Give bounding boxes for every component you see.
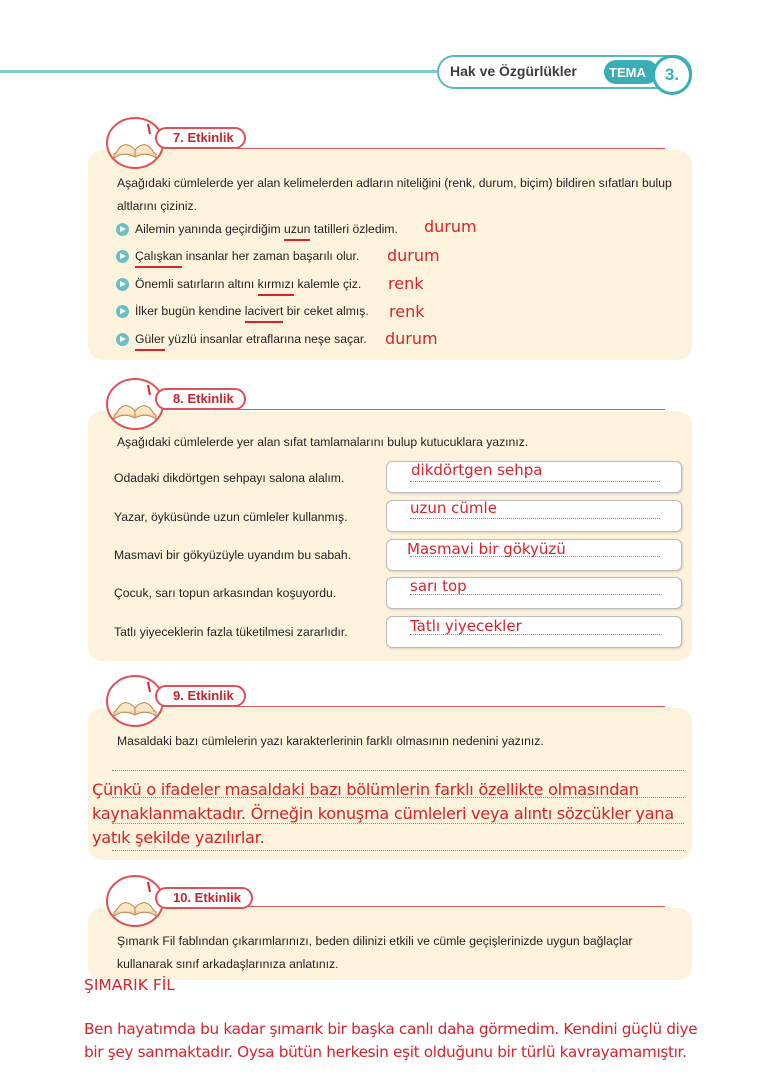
- handwritten-answer: durum: [387, 246, 440, 265]
- underlined-adjective: lacivert: [245, 304, 284, 323]
- handwritten-answer: renk: [388, 274, 424, 293]
- list-item: İlker bugün kendine lacivert bir ceket almış.: [135, 304, 369, 318]
- underlined-adjective: Güler: [135, 332, 165, 351]
- list-item: Yazar, öyküsünde uzun cümleler kullanmış.: [114, 510, 348, 524]
- tema-number: 3.: [652, 55, 692, 95]
- handwritten-answer-line: kaynaklanmaktadır. Örneğin konuşma cümleleri veya alıntı sözcükler yana: [92, 804, 674, 823]
- answer-dots: [112, 770, 684, 771]
- list-item: Güler yüzlü insanlar etraflarına neşe saçar.: [135, 332, 367, 346]
- handwritten-answer: dikdörtgen sehpa: [411, 461, 543, 479]
- activity-9-instruction: Masaldaki bazı cümlelerin yazı karakterlerinin farklı olmasının nedenini yazınız.: [117, 734, 544, 748]
- handwritten-answer-line: bir şey sanmaktadır. Oysa bütün herkesin eşit olduğunu bir türlü kavrayamamıştır.: [84, 1043, 687, 1061]
- underlined-adjective: Çalışkan: [135, 249, 182, 268]
- answer-dots: [112, 850, 684, 851]
- handwritten-answer-line: yatık şekilde yazılırlar.: [92, 828, 265, 847]
- handwritten-answer: sarı top: [410, 577, 467, 595]
- bullet-arrow-icon: [116, 223, 129, 236]
- activity-7-instruction: Aşağıdaki cümlelerde yer alan kelimelerden adların niteliğini (renk, durum, biçim) bildiren sıfatları bulup altlarını çiziniz.: [117, 176, 672, 213]
- answer-dots: [410, 518, 660, 519]
- handwritten-answer: durum: [424, 217, 477, 236]
- bullet-arrow-icon: [116, 305, 129, 318]
- handwritten-title: ŞIMARIK FİL: [84, 976, 175, 994]
- handwritten-answer-line: Ben hayatımda bu kadar şımarık bir başka canlı daha görmedim. Kendini güçlü diye: [84, 1020, 698, 1038]
- activity-9-badge: 9. Etkinlik: [155, 685, 246, 707]
- list-item: Tatlı yiyeceklerin fazla tüketilmesi zararlıdır.: [114, 625, 348, 639]
- activity-7-badge: 7. Etkinlik: [155, 127, 246, 149]
- handwritten-answer-line: Çünkü o ifadeler masaldaki bazı bölümlerin farklı özellikte olmasından: [92, 780, 639, 799]
- answer-dots: [410, 481, 660, 482]
- handwritten-answer: uzun cümle: [410, 499, 497, 517]
- list-item: Önemli satırların altını kırmızı kalemle çiz.: [135, 277, 361, 291]
- activity-8-badge: 8. Etkinlik: [155, 388, 246, 410]
- activity-8-instruction: Aşağıdaki cümlelerde yer alan sıfat tamlamalarını bulup kutucuklara yazınız.: [117, 435, 529, 449]
- bullet-arrow-icon: [116, 250, 129, 263]
- header-title: Hak ve Özgürlükler: [450, 63, 577, 79]
- bullet-arrow-icon: [116, 333, 129, 346]
- tema-label: TEMA: [609, 65, 646, 80]
- list-item: Çalışkan insanlar her zaman başarılı olur.: [135, 249, 359, 263]
- list-item: Ailemin yanında geçirdiğim uzun tatilleri özledim.: [135, 222, 398, 236]
- list-item: Çocuk, sarı topun arkasından koşuyordu.: [114, 586, 337, 600]
- handwritten-answer: renk: [389, 302, 425, 321]
- answer-dots: [112, 823, 684, 824]
- underlined-adjective: uzun: [284, 222, 310, 241]
- header-rule: [0, 70, 445, 73]
- bullet-arrow-icon: [116, 278, 129, 291]
- underlined-adjective: kırmızı: [258, 277, 295, 296]
- activity-10-badge: 10. Etkinlik: [155, 887, 253, 909]
- handwritten-answer: Tatlı yiyecekler: [410, 617, 522, 635]
- handwritten-answer: Masmavi bir gökyüzü: [407, 540, 566, 558]
- list-item: Odadaki dikdörtgen sehpayı salona alalım.: [114, 471, 345, 485]
- list-item: Masmavi bir gökyüzüyle uyandım bu sabah.: [114, 548, 352, 562]
- activity-10-instruction: Şımarık Fil fablından çıkarımlarınızı, beden dilinizi etkili ve cümle geçişlerinizde uygun bağlaçlar kullanarak sınıf arkadaşlarınıza anlatınız.: [117, 934, 633, 971]
- handwritten-answer: durum: [385, 329, 438, 348]
